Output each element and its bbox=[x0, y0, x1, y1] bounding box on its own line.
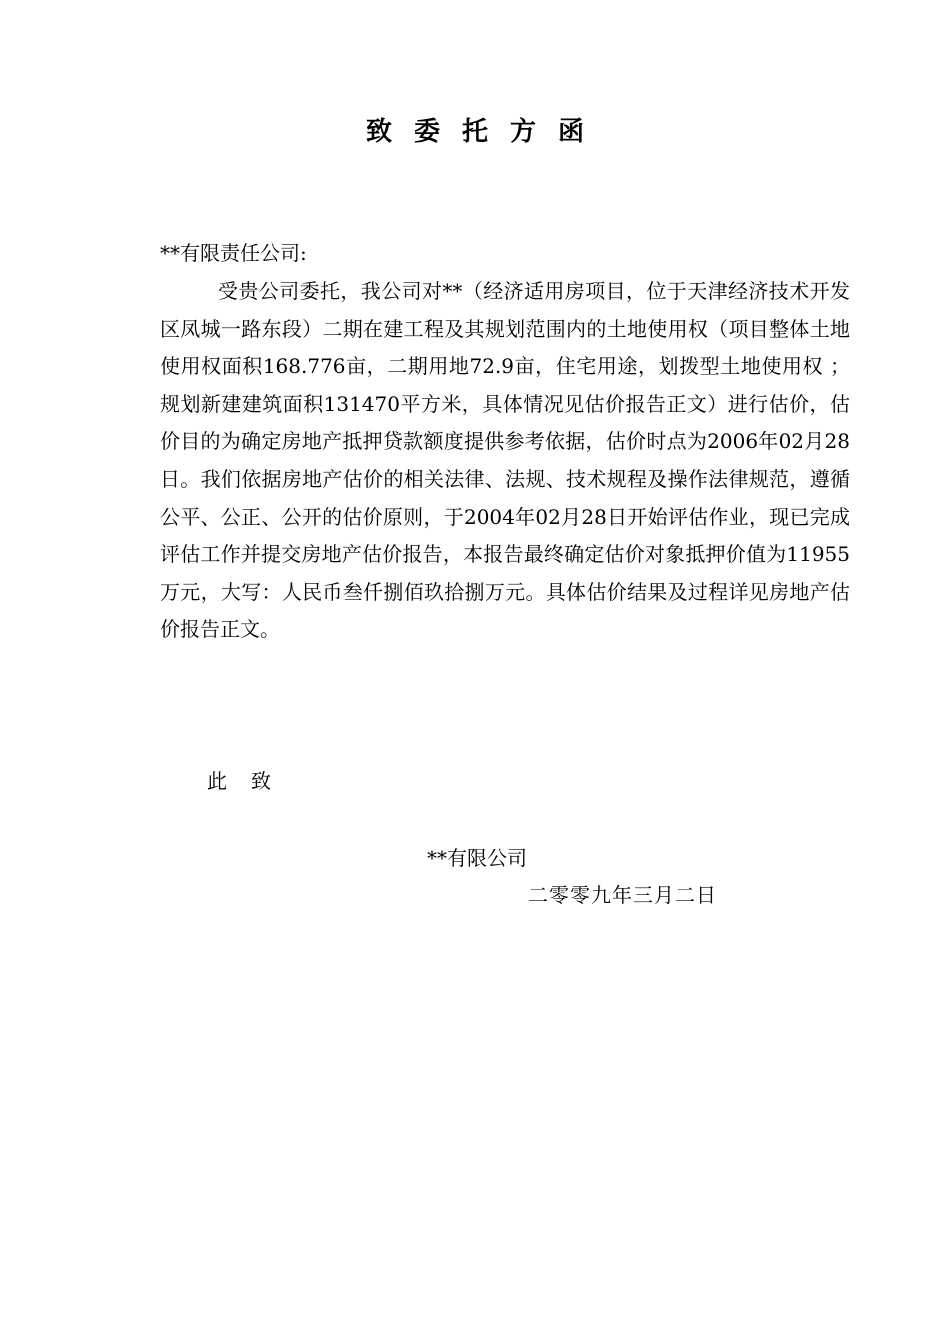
signer-company: **有限公司 bbox=[427, 846, 527, 870]
salutation: **有限责任公司: bbox=[160, 241, 307, 265]
letter-title: 致委托方函 bbox=[365, 117, 606, 147]
closing-phrase: 此致 bbox=[207, 769, 295, 793]
letter-body: 受贵公司委托，我公司对**（经济适用房项目，位于天津经济技术开发区凤城一路东段）二期在建工程及其规划范围内的土地使用权（项目整体土地使用权面积168.776亩，二期用地72.9亩，住宅用途，划拨型土地使用权 ；规划新建建筑面积131470平方米，具体情况见估价报告正文）进行估价，估价目的为确定房地产抵押贷款额度提供参考依据，估价时点为2006年02月28日。我们依据房地产估价的相关法律、法规、技术规程及操作法律规范，遵循公平、公正、公开的估价原则，于2004年02月28日开始评估作业，现已完成评估工作并提交房地产估价报告，本报告最终确定估价对象抵押价值为11955万元，大写：人民币叁仟捌佰玖拾捌万元。具体估价结果及过程详见房地产估价报告正文。 bbox=[160, 279, 850, 642]
letter-date: 二零零九年三月二日 bbox=[528, 883, 717, 907]
